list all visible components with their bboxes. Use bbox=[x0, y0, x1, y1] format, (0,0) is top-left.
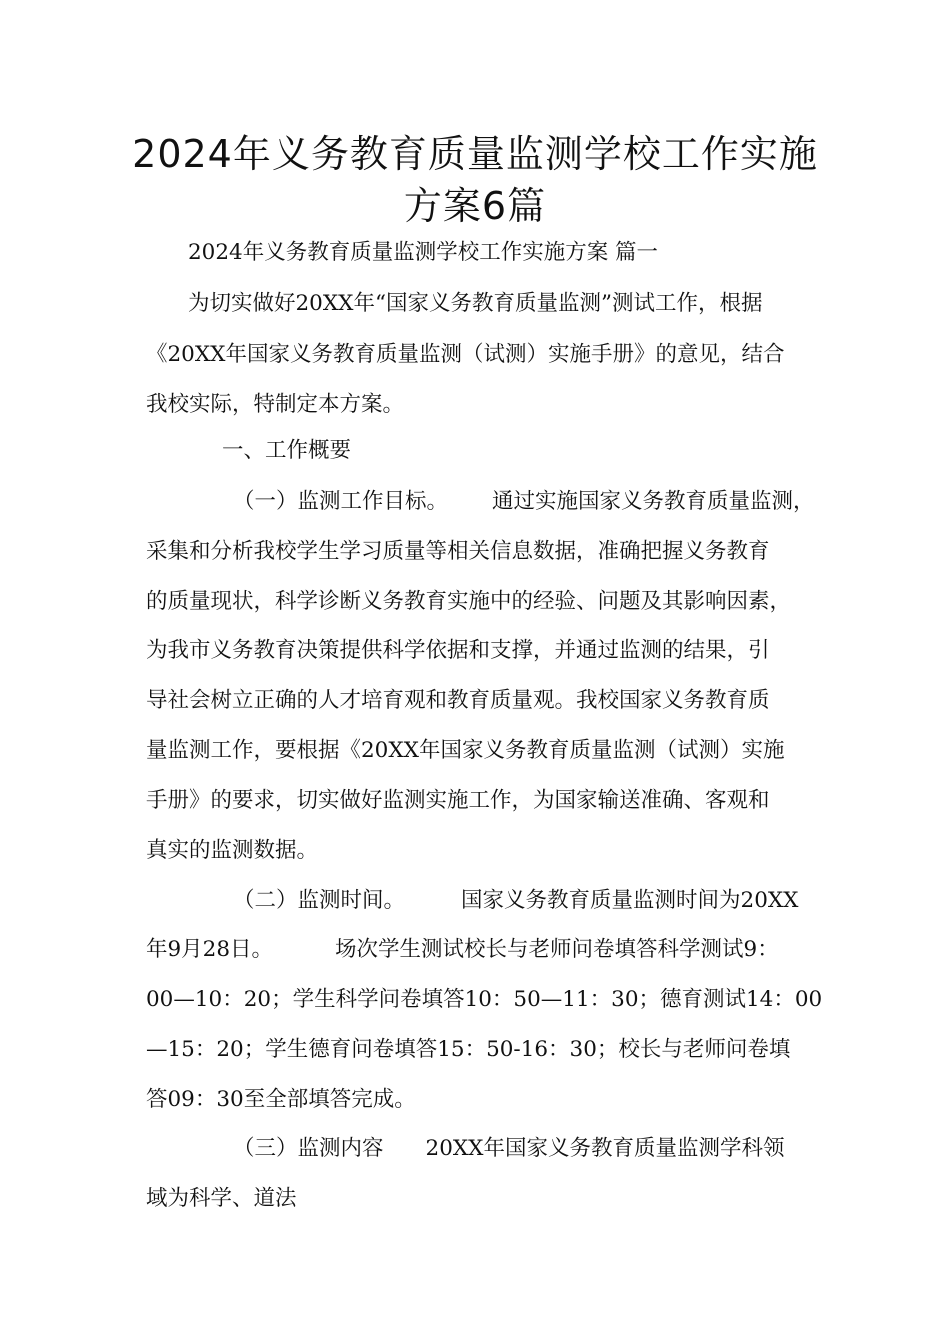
intro-line-2: 《20XX年国家义务教育质量监测（试测）实施手册》的意见，结合 bbox=[146, 342, 785, 367]
sub1-heading: （一）监测工作目标。 bbox=[233, 489, 449, 514]
sub2-date: 年9月28日。 bbox=[146, 937, 274, 962]
sub1-line: 为我市义务教育决策提供科学依据和支撑，并通过监测的结果，引 bbox=[146, 638, 770, 663]
sub1-line: 手册》的要求，切实做好监测实施工作，为国家输送准确、客观和 bbox=[146, 788, 770, 813]
sub3-heading: （三）监测内容 bbox=[233, 1136, 384, 1161]
intro-line-1: 为切实做好20XX年“国家义务教育质量监测”测试工作，根据 bbox=[188, 291, 763, 316]
sub1-lead: 通过实施国家义务教育质量监测， bbox=[492, 489, 815, 514]
sub2-first-line bbox=[233, 886, 923, 916]
sub2-schedule-lead: 场次学生测试校长与老师问卷填答科学测试9： bbox=[335, 937, 779, 962]
sub1-line: 的质量现状，科学诊断义务教育实施中的经验、问题及其影响因素， bbox=[146, 589, 792, 614]
sub2-heading: （二）监测时间。 bbox=[233, 888, 406, 913]
sub2-line: 答09：30至全部填答完成。 bbox=[146, 1087, 416, 1112]
sub1-first-line bbox=[233, 487, 923, 517]
sub1-line: 采集和分析我校学生学习质量等相关信息数据，准确把握义务教育 bbox=[146, 539, 770, 564]
document-title-line-1: 2024年义务教育质量监测学校工作实施 bbox=[132, 132, 818, 176]
document-title-line-2: 方案6篇 bbox=[403, 184, 547, 228]
section-heading-overview: 一、工作概要 bbox=[222, 438, 352, 463]
sub2-lead: 国家义务教育质量监测时间为20XX bbox=[461, 888, 799, 913]
sub2-line: 00—10：20；学生科学问卷填答10：50—11：30；德育测试14：00 bbox=[146, 987, 823, 1012]
sub2-line: —15：20；学生德育问卷填答15：50-16：30；校长与老师问卷填 bbox=[146, 1037, 791, 1062]
sub1-line: 量监测工作，要根据《20XX年国家义务教育质量监测（试测）实施 bbox=[146, 738, 785, 763]
sub3-lead: 20XX年国家义务教育质量监测学科领 bbox=[425, 1136, 785, 1161]
document-subtitle: 2024年义务教育质量监测学校工作实施方案 篇一 bbox=[188, 240, 659, 265]
sub2-second-line bbox=[146, 935, 836, 965]
sub1-line: 真实的监测数据。 bbox=[146, 838, 319, 863]
sub1-line: 导社会树立正确的人才培育观和教育质量观。我校国家义务教育质 bbox=[146, 688, 770, 713]
intro-line-3: 我校实际，特制定本方案。 bbox=[146, 392, 405, 417]
sub3-line: 域为科学、道法 bbox=[146, 1186, 297, 1211]
sub3-first-line bbox=[233, 1134, 923, 1164]
